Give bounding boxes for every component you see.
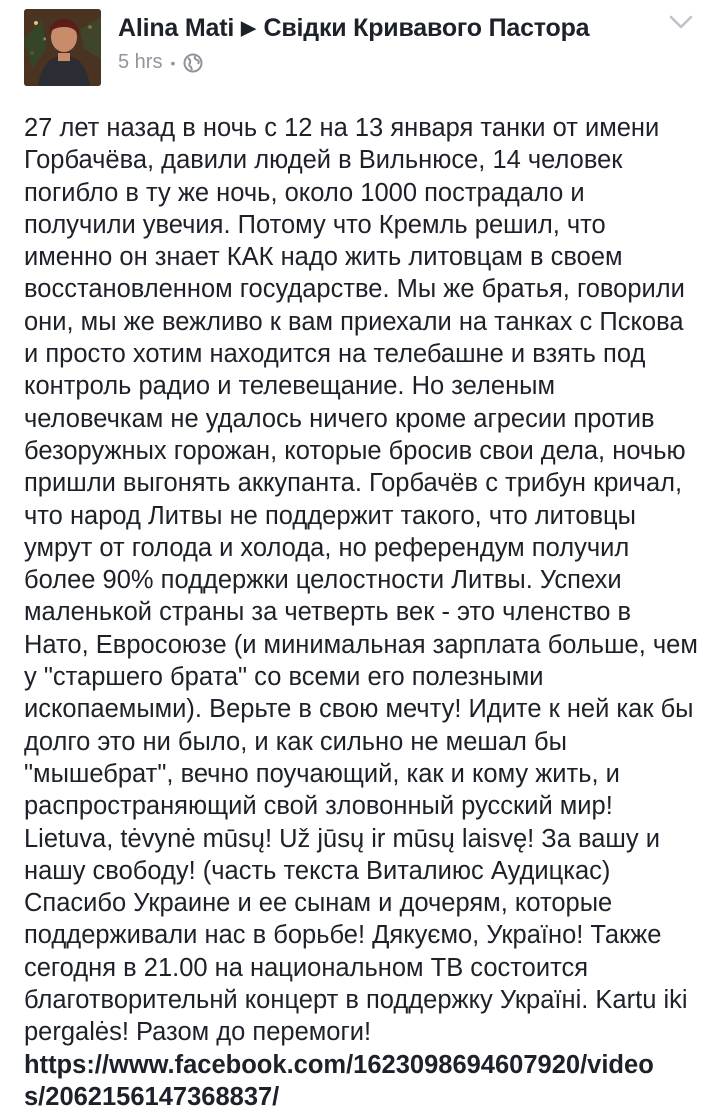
chevron-down-icon[interactable] (668, 12, 694, 32)
post-text: 27 лет назад в ночь с 12 на 13 января танки от имени Горбачёва, давили людей в Вильнюсе, 14 человек погибло в ту же ночь, около 1000 пострадало и получили увечия. Потому что Кремль решил, что именно он знает КАК надо жить литовцам в своем восстановленном государстве. Мы же братья, говорили они, мы же вежливо к вам приехали на танках с Пскова и просто хотим находится на телебашне и взять под контроль радио и телевещание. Но зеленым человечкам не удалось ничего кроме агресии против безоружных горожан, которые бросив свои дела, ночью пришли выгонять аккупанта. Горбачёв с трибун кричал, что народ Литвы не поддержит такого, что литовцы умрут от голода и холода, но референдум получил более 90% поддержки целостности Литвы. Успехи маленькой страны за четверть век - это членство в Нато, Евросоюзе (и минимальная зарплата больше, чем у "старшего брата" со всеми его полезными ископаемыми). Верьте в свою мечту! Идите к ней как бы долго это ни было, и как сильно не мешал бы "мышебрат", вечно поучающий, как и кому жить, и распространяющий свой зловонный русский мир! Lietuva, tėvynė mūsų! Už jūsų ir mūsų laisvę! За вашу и нашу свободу! (часть текста Виталиюс Аудицкас) Спасибо Украине и ее сынам и дочерям, которые поддерживали нас в борьбе! Дякуємо, Україно! Также сегодня в 21.00 на национальном ТВ состоится благотворительнй концерт в поддержку Україні. Kartu iki pergalės! Разом до перемоги! (24, 114, 698, 1047)
share-arrow-icon: ▶ (241, 18, 256, 39)
post-header (0, 0, 720, 100)
post-title (118, 14, 589, 43)
post-timestamp[interactable]: 5 hrs (118, 51, 163, 73)
avatar[interactable] (24, 9, 101, 86)
post-body (24, 112, 700, 1113)
meta-separator: • (170, 54, 176, 71)
post-meta (118, 51, 203, 74)
group-name[interactable]: Свідки Кривавого Пастора (263, 14, 590, 42)
author-name[interactable]: Alina Mati (118, 14, 235, 42)
globe-icon (183, 53, 203, 73)
video-link[interactable]: https://www.facebook.com/1623098694607920/videos/2062156147368837/ (24, 1050, 654, 1111)
avatar-photo (24, 9, 101, 86)
